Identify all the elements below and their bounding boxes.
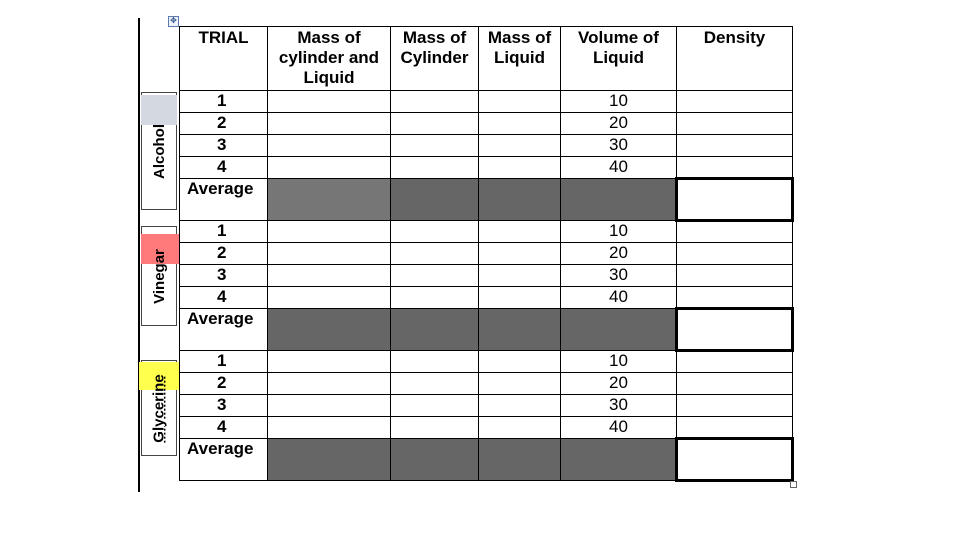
trial-number-cell: 2 xyxy=(180,113,268,135)
alcohol-trial-row xyxy=(180,157,793,179)
mass-cylinder-liquid-cell[interactable] xyxy=(268,417,391,439)
alcohol-trial-row xyxy=(180,135,793,157)
mass-cylinder-cell[interactable] xyxy=(391,395,479,417)
density-cell[interactable] xyxy=(677,373,793,395)
trial-number-cell: 3 xyxy=(180,265,268,287)
mass-cylinder-cell[interactable] xyxy=(391,417,479,439)
mass-cylinder-cell[interactable] xyxy=(391,373,479,395)
shaded-average-cell xyxy=(479,439,561,481)
glycerine-side-label xyxy=(144,360,174,456)
volume-cell: 30 xyxy=(561,395,677,417)
glycerine-average-density-cell[interactable] xyxy=(677,439,793,481)
shaded-average-cell xyxy=(391,179,479,221)
average-label: Average xyxy=(180,179,268,221)
volume-cell: 40 xyxy=(561,417,677,439)
mass-cylinder-liquid-cell[interactable] xyxy=(268,373,391,395)
table-move-handle-icon[interactable]: ✥ xyxy=(168,16,179,27)
mass-cylinder-cell[interactable] xyxy=(391,113,479,135)
density-cell[interactable] xyxy=(677,395,793,417)
shaded-average-cell xyxy=(268,439,391,481)
shaded-average-cell xyxy=(391,309,479,351)
average-label: Average xyxy=(180,439,268,481)
mass-cylinder-cell[interactable] xyxy=(391,221,479,243)
header-density: Density xyxy=(677,27,793,91)
trial-number-cell: 3 xyxy=(180,395,268,417)
mass-liquid-cell[interactable] xyxy=(479,91,561,113)
mass-cylinder-liquid-cell[interactable] xyxy=(268,287,391,309)
vinegar-trial-row xyxy=(180,287,793,309)
volume-cell: 10 xyxy=(561,351,677,373)
vinegar-label-text: Vinegar xyxy=(150,248,168,304)
shaded-average-cell xyxy=(561,439,677,481)
mass-cylinder-liquid-cell[interactable] xyxy=(268,265,391,287)
glycerine-trial-row xyxy=(180,351,793,373)
volume-cell: 20 xyxy=(561,113,677,135)
volume-cell: 20 xyxy=(561,373,677,395)
mass-cylinder-cell[interactable] xyxy=(391,91,479,113)
shaded-average-cell xyxy=(268,309,391,351)
alcohol-average-density-cell[interactable] xyxy=(677,179,793,221)
trial-number-cell: 4 xyxy=(180,287,268,309)
volume-cell: 40 xyxy=(561,157,677,179)
shaded-average-cell xyxy=(479,179,561,221)
glycerine-average-row xyxy=(180,439,793,481)
average-label: Average xyxy=(180,309,268,351)
density-cell[interactable] xyxy=(677,91,793,113)
vinegar-average-density-cell[interactable] xyxy=(677,309,793,351)
mass-liquid-cell[interactable] xyxy=(479,351,561,373)
volume-cell: 40 xyxy=(561,287,677,309)
mass-cylinder-cell[interactable] xyxy=(391,135,479,157)
header-volume-liquid: Volume of Liquid xyxy=(561,27,677,91)
header-mass-cylinder-liquid: Mass of cylinder and Liquid xyxy=(268,27,391,91)
trial-number-cell: 2 xyxy=(180,243,268,265)
header-mass-cylinder: Mass of Cylinder xyxy=(391,27,479,91)
mass-liquid-cell[interactable] xyxy=(479,113,561,135)
density-cell[interactable] xyxy=(677,221,793,243)
density-cell[interactable] xyxy=(677,243,793,265)
mass-cylinder-cell[interactable] xyxy=(391,243,479,265)
shaded-average-cell xyxy=(561,309,677,351)
mass-liquid-cell[interactable] xyxy=(479,417,561,439)
mass-cylinder-cell[interactable] xyxy=(391,351,479,373)
density-data-table xyxy=(179,26,794,482)
alcohol-side-label xyxy=(144,92,174,210)
vinegar-trial-row xyxy=(180,221,793,243)
trial-number-cell: 2 xyxy=(180,373,268,395)
mass-liquid-cell[interactable] xyxy=(479,265,561,287)
trial-number-cell: 1 xyxy=(180,91,268,113)
density-cell[interactable] xyxy=(677,351,793,373)
mass-cylinder-liquid-cell[interactable] xyxy=(268,113,391,135)
shaded-average-cell xyxy=(268,179,391,221)
mass-cylinder-cell[interactable] xyxy=(391,265,479,287)
mass-cylinder-cell[interactable] xyxy=(391,157,479,179)
density-cell[interactable] xyxy=(677,265,793,287)
alcohol-average-row xyxy=(180,179,793,221)
volume-cell: 20 xyxy=(561,243,677,265)
density-cell[interactable] xyxy=(677,113,793,135)
mass-cylinder-liquid-cell[interactable] xyxy=(268,157,391,179)
alcohol-trial-row xyxy=(180,113,793,135)
trial-number-cell: 4 xyxy=(180,157,268,179)
mass-cylinder-liquid-cell[interactable] xyxy=(268,395,391,417)
volume-cell: 10 xyxy=(561,91,677,113)
volume-cell: 30 xyxy=(561,265,677,287)
mass-cylinder-liquid-cell[interactable] xyxy=(268,135,391,157)
mass-liquid-cell[interactable] xyxy=(479,157,561,179)
glycerine-trial-row xyxy=(180,417,793,439)
trial-number-cell: 1 xyxy=(180,351,268,373)
mass-liquid-cell[interactable] xyxy=(479,243,561,265)
mass-liquid-cell[interactable] xyxy=(479,373,561,395)
shaded-average-cell xyxy=(561,179,677,221)
mass-cylinder-cell[interactable] xyxy=(391,287,479,309)
header-trial: TRIAL xyxy=(180,27,268,91)
vinegar-side-label xyxy=(144,226,174,326)
alcohol-label-text: Alcohol xyxy=(150,123,168,179)
vinegar-trial-row xyxy=(180,243,793,265)
mass-liquid-cell[interactable] xyxy=(479,221,561,243)
glycerine-trial-row xyxy=(180,395,793,417)
header-row xyxy=(180,27,793,91)
glycerine-label-text: Glycerine xyxy=(150,373,168,443)
shaded-average-cell xyxy=(391,439,479,481)
mass-liquid-cell[interactable] xyxy=(479,135,561,157)
mass-liquid-cell[interactable] xyxy=(479,395,561,417)
density-cell[interactable] xyxy=(677,135,793,157)
mass-liquid-cell[interactable] xyxy=(479,287,561,309)
vinegar-average-row xyxy=(180,309,793,351)
left-margin-rule xyxy=(138,18,140,492)
header-mass-liquid: Mass of Liquid xyxy=(479,27,561,91)
vinegar-trial-row xyxy=(180,265,793,287)
mass-cylinder-liquid-cell[interactable] xyxy=(268,351,391,373)
density-cell[interactable] xyxy=(677,287,793,309)
shaded-average-cell xyxy=(479,309,561,351)
density-cell[interactable] xyxy=(677,417,793,439)
trial-number-cell: 3 xyxy=(180,135,268,157)
table-resize-handle-icon[interactable] xyxy=(790,481,797,488)
mass-cylinder-liquid-cell[interactable] xyxy=(268,221,391,243)
trial-number-cell: 1 xyxy=(180,221,268,243)
alcohol-trial-row xyxy=(180,91,793,113)
trial-number-cell: 4 xyxy=(180,417,268,439)
density-cell[interactable] xyxy=(677,157,793,179)
glycerine-trial-row xyxy=(180,373,793,395)
mass-cylinder-liquid-cell[interactable] xyxy=(268,91,391,113)
mass-cylinder-liquid-cell[interactable] xyxy=(268,243,391,265)
volume-cell: 10 xyxy=(561,221,677,243)
volume-cell: 30 xyxy=(561,135,677,157)
